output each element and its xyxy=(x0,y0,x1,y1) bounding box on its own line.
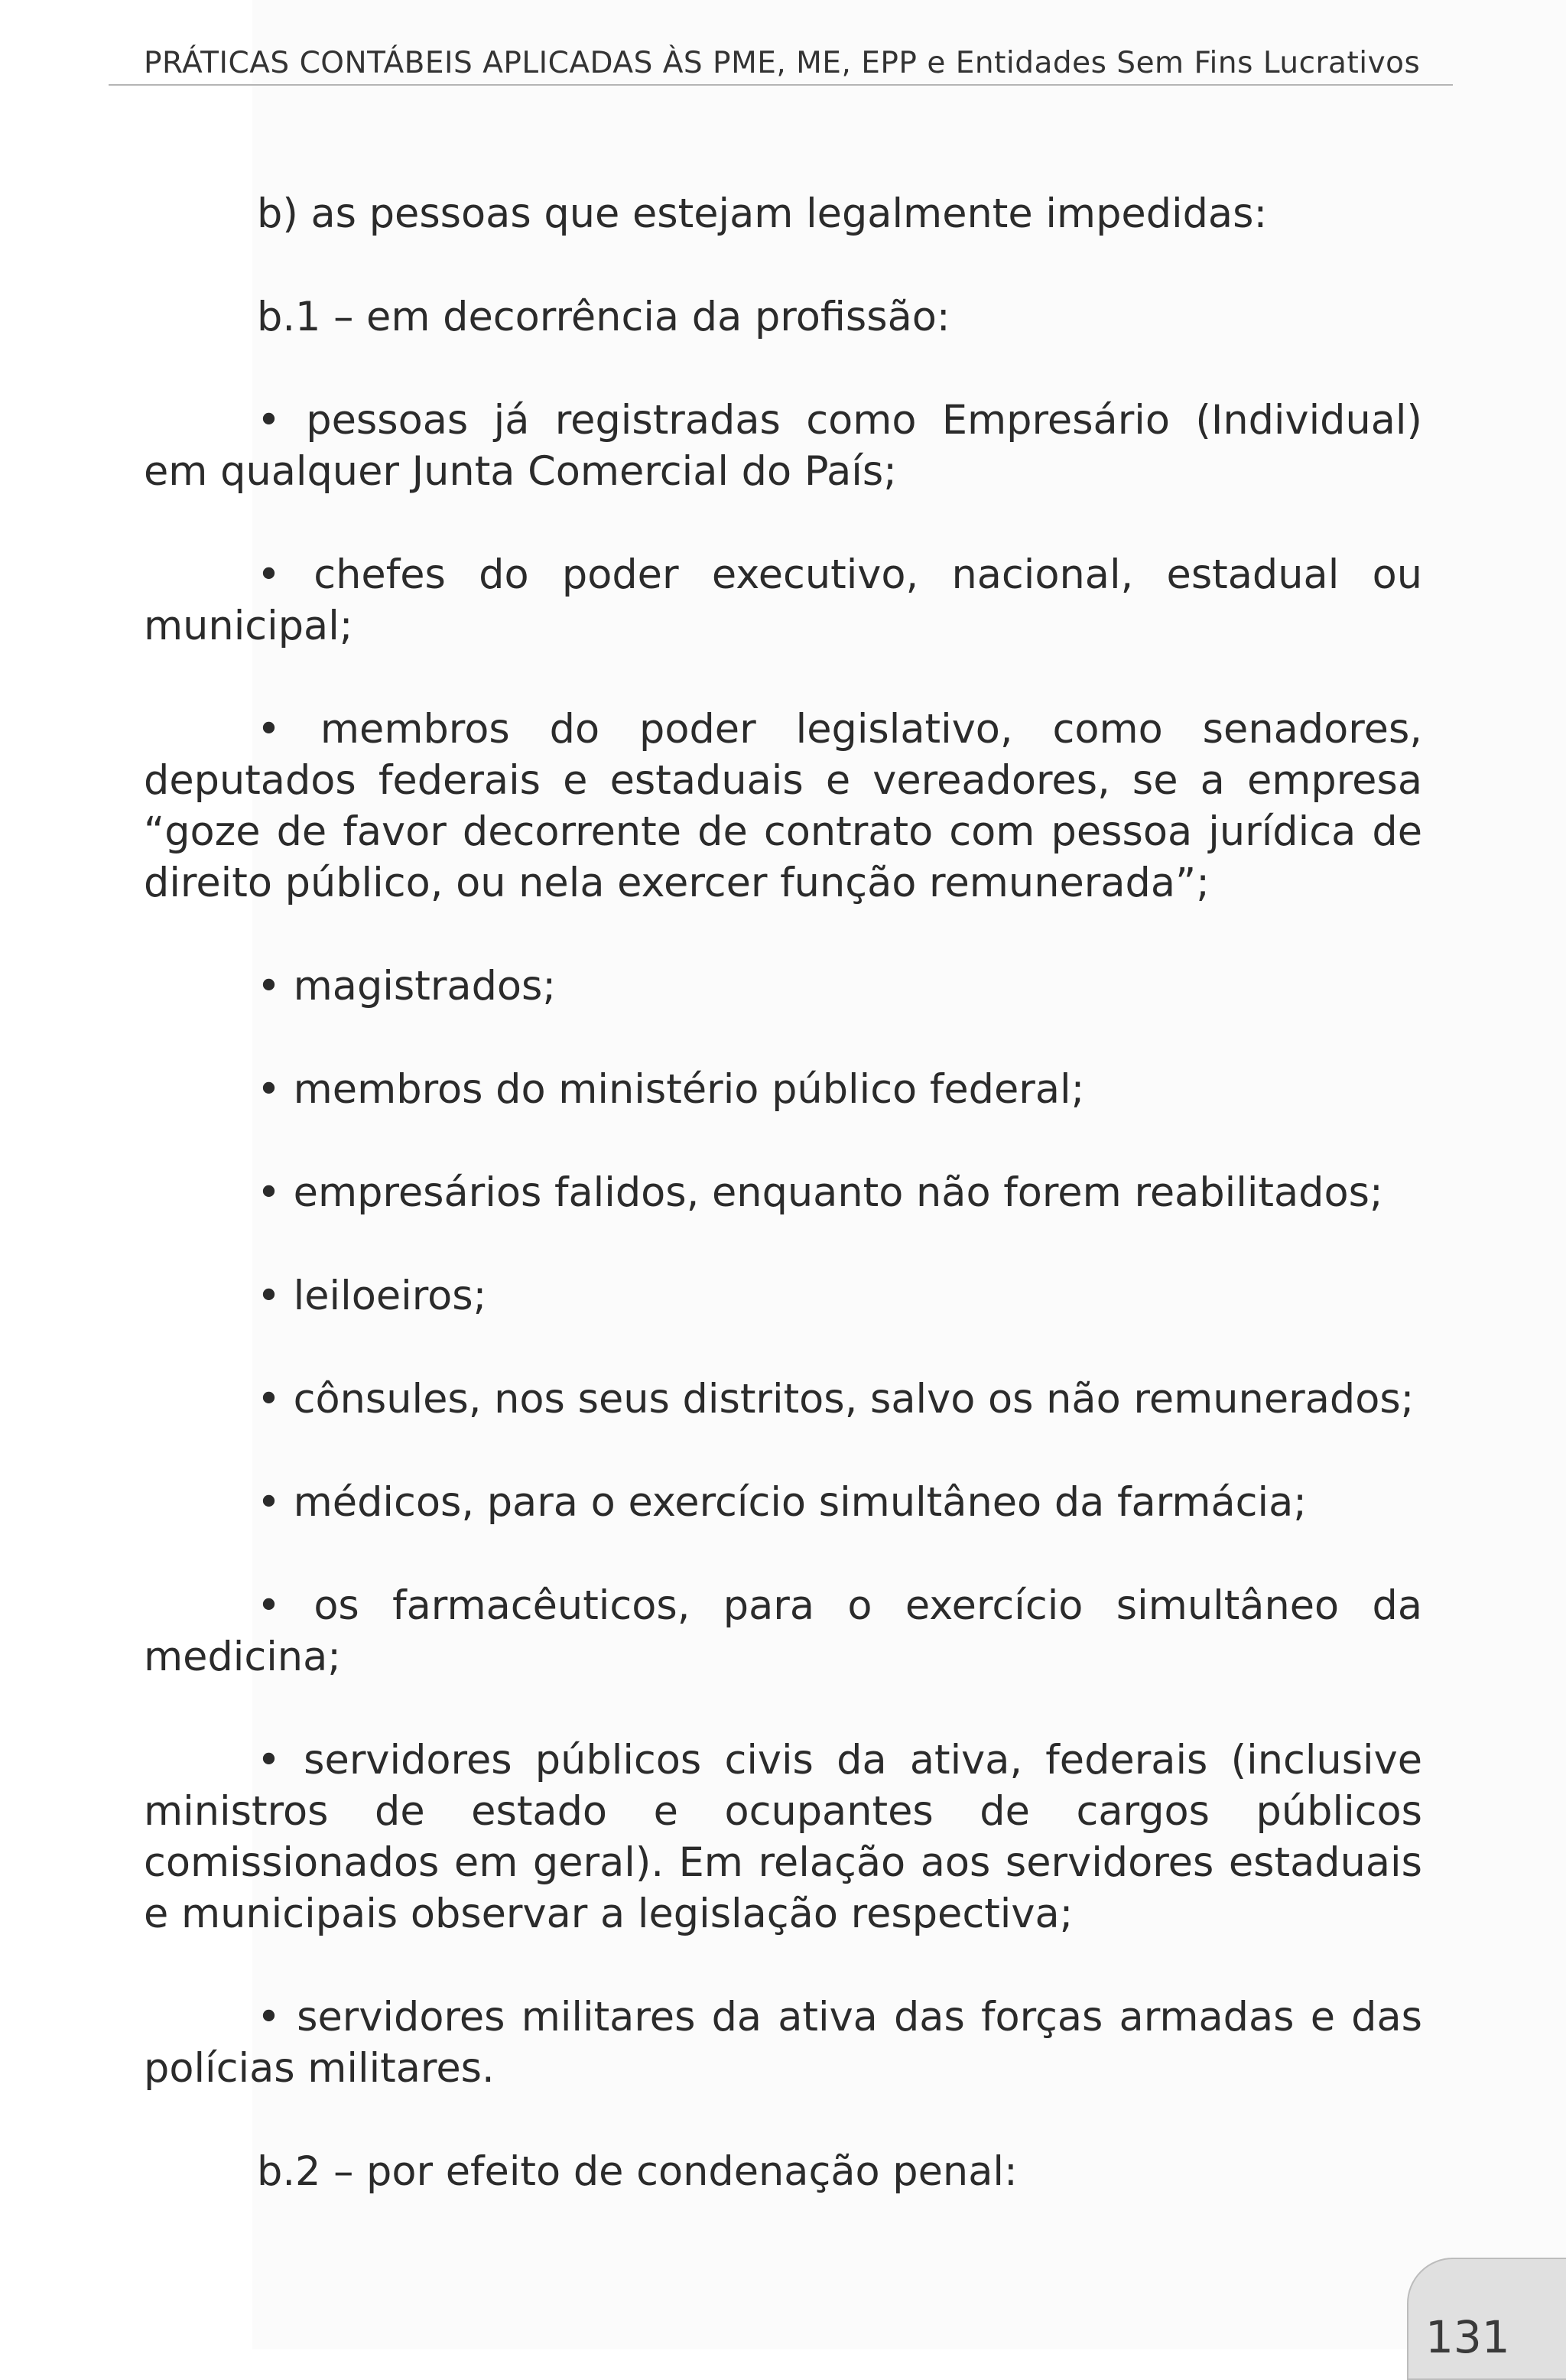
list-item-chefes-executivo: • chefes do poder executivo, nacional, estadual ou municipal; xyxy=(144,551,1422,649)
paragraph-b-intro: b) as pessoas que estejam legalmente impedidas: xyxy=(257,190,1268,237)
page-number: 131 xyxy=(1425,2311,1510,2363)
list-item-servidores-militares: • servidores militares da ativa das forças armadas e das polícias militares. xyxy=(144,1994,1422,2092)
list-item-poder-legislativo: • membros do poder legislativo, como senadores, deputados federais e estaduais e vereadores, se a empresa “goze de favor decorrente de contrato com pessoa jurídica de direito público, ou nela exercer função remunerada”; xyxy=(144,706,1422,906)
header-divider xyxy=(109,84,1453,86)
list-item-empresario: • pessoas já registradas como Empresário (Individual) em qualquer Junta Comercial do País; xyxy=(144,397,1422,495)
list-item-magistrados: • magistrados; xyxy=(257,963,557,1010)
paragraph-b1-heading: b.1 – em decorrência da profissão: xyxy=(257,294,950,340)
list-item-ministerio-publico: • membros do ministério público federal; xyxy=(257,1066,1085,1113)
body-text xyxy=(144,188,1422,2249)
list-item-leiloeiros: • leiloeiros; xyxy=(257,1273,487,1319)
list-item-empresarios-falidos: • empresários falidos, enquanto não forem reabilitados; xyxy=(257,1169,1383,1216)
list-item-servidores-civis: • servidores públicos civis da ativa, federais (inclusive ministros de estado e ocupantes de cargos públicos comissionados em geral). Em relação aos servidores estaduais e municipais observar a legislação respectiva; xyxy=(144,1737,1422,1937)
list-item-farmaceuticos: • os farmacêuticos, para o exercício simultâneo da medicina; xyxy=(144,1582,1422,1680)
list-item-consules: • cônsules, nos seus distritos, salvo os não remunerados; xyxy=(257,1376,1415,1422)
paragraph-b2-heading: b.2 – por efeito de condenação penal: xyxy=(257,2148,1018,2195)
running-header: PRÁTICAS CONTÁBEIS APLICADAS ÀS PME, ME, EPP e Entidades Sem Fins Lucrativos xyxy=(144,46,1421,80)
list-item-medicos: • médicos, para o exercício simultâneo da farmácia; xyxy=(257,1479,1307,1526)
